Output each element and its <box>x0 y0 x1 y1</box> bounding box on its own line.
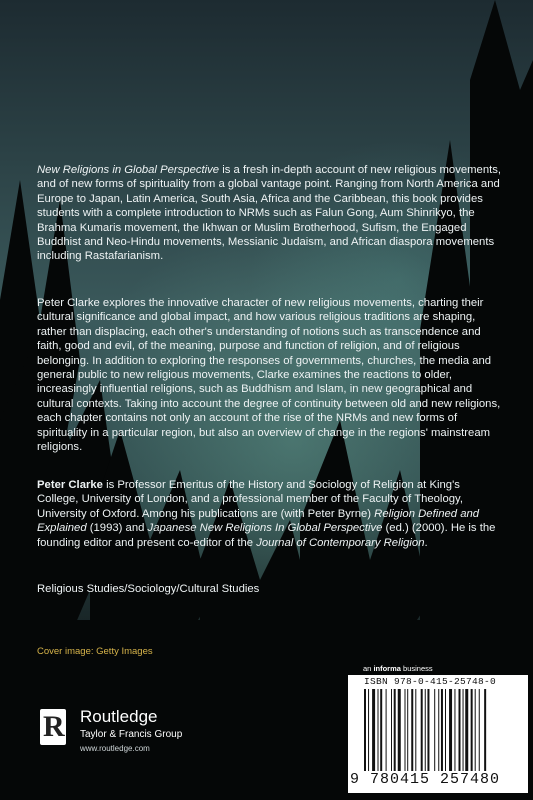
informa-brand: informa <box>373 664 401 673</box>
subject-categories: Religious Studies/Sociology/Cultural Studies <box>37 583 260 595</box>
author-bio <box>37 478 503 550</box>
description-paragraph-1 <box>37 163 503 264</box>
publisher-url: www.routledge.com <box>80 744 150 753</box>
barcode-number: 9 780415 257480 <box>350 771 501 788</box>
informa-business-label: an informa business <box>363 664 433 673</box>
bio-text: (ed.) (2000). He is the founding editor and present co-editor of the <box>37 522 496 549</box>
description-text: is a fresh in-depth account of new religious movements, and of new forms of spirituality from a global vantage point. Ranging from North America and Europe to Japan, Latin America, South Asia, Africa and the Caribbean, this book provides students with a complete introduction to NRMs such as Falun Gong, Aum Shinrikyo, the Brahma Kumaris movement, the Ikhwan or Muslim Brotherhood, Sufism, the Engaged Buddhist and Neo-Hindu movements, Messianic Judaism, and African diaspora movements including Rastafarianism. <box>37 164 502 263</box>
book-title: Religion Defined and Explained <box>37 507 480 535</box>
publisher-block <box>40 707 240 767</box>
barcode-icon <box>364 689 522 771</box>
bio-text: . <box>424 536 428 549</box>
cover-credit: Cover image: Getty Images <box>37 646 153 657</box>
book-title: Japanese New Religions In Global Perspective <box>147 522 383 535</box>
publisher-group: Taylor & Francis Group <box>80 729 183 740</box>
barcode-box <box>348 675 528 793</box>
routledge-logo-icon: R <box>40 709 66 745</box>
description-paragraph-2: Peter Clarke explores the innovative character of new religious movements, charting their cultural significance and global impact, and how various religious traditions are shaping, rather than displacing, each other's understanding of notions such as transcendence and faith, good and evil, of the meaning, purpose and function of religion, and of religious belonging. In addition to exploring the responses of governments, churches, the media and general public to new religious movements, Clarke examines the reactions to older, increasingly influential religions, such as Buddhism and Islam, in new geographical and cultural contexts. Taking into account the degree of continuity between old and new religions, each chapter contains not only an account of the rise of the NRMs and new forms of spirituality in a particular region, but also an overview of change in the regions' mainstream religions. <box>37 297 501 454</box>
author-name: Peter Clarke <box>37 479 103 491</box>
book-title: New Religions in Global Perspective <box>37 164 220 176</box>
bio-text: is Professor Emeritus of the History and Sociology of Religion at King's College, University of London, and a professional member of the Faculty of Theology, University of Oxford. Among his publications are (with Peter Byrne) <box>37 479 463 520</box>
journal-title: Journal of Contemporary Religion <box>256 536 425 549</box>
bio-text: (1993) and <box>86 522 148 535</box>
publisher-name: Routledge <box>80 707 158 726</box>
isbn-label: ISBN 978-0-415-25748-0 <box>364 676 497 687</box>
